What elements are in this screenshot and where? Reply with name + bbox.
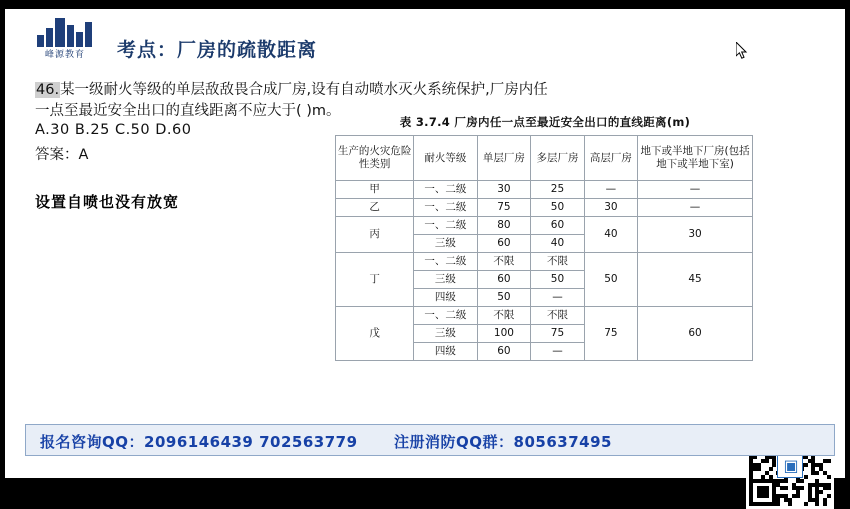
- table-row: [336, 253, 753, 271]
- brand-logo: [27, 15, 101, 61]
- row-grade: 四级: [414, 289, 477, 307]
- row-high: 40: [584, 217, 637, 253]
- contact-qq-right: 注册消防QQ群：805637495: [394, 433, 612, 451]
- row-multi: 75: [531, 325, 584, 343]
- reference-table-block: [335, 114, 755, 361]
- row-multi: 不限: [531, 253, 584, 271]
- row-underground: —: [638, 199, 753, 217]
- contact-qq-left: 报名咨询QQ：2096146439 702563779: [40, 433, 358, 451]
- table-caption: 表 3.7.4 厂房内任一点至最近安全出口的直线距离(m): [399, 115, 691, 129]
- row-single: 30: [477, 181, 531, 199]
- row-grade: 一、二级: [414, 217, 477, 235]
- row-underground: 60: [638, 307, 753, 361]
- row-category: 丁: [336, 253, 414, 307]
- row-multi: 25: [531, 181, 584, 199]
- row-grade: 三级: [414, 235, 477, 253]
- logo-text: 峰源教育: [44, 50, 85, 60]
- row-single: 100: [477, 325, 531, 343]
- page-title: 考点：厂房的疏散距离: [117, 39, 318, 61]
- row-single: 不限: [477, 307, 531, 325]
- row-multi: 不限: [531, 307, 584, 325]
- table-row: [336, 181, 753, 199]
- row-single: 75: [477, 199, 531, 217]
- table-row: [336, 217, 753, 235]
- qr-center-glyph: ▣: [783, 456, 799, 475]
- row-single: 60: [477, 271, 531, 289]
- row-category: 乙: [336, 199, 414, 217]
- top-letterbox-bar: [0, 0, 850, 9]
- row-underground: 45: [638, 253, 753, 307]
- row-multi: 50: [531, 199, 584, 217]
- row-high: —: [584, 181, 637, 199]
- row-grade: 一、二级: [414, 199, 477, 217]
- table-header-row: [336, 136, 753, 181]
- slide-content: [5, 66, 845, 478]
- question-options: A.30 B.25 C.50 D.60: [35, 122, 192, 138]
- table-header-cell: 高层厂房: [584, 136, 637, 181]
- table-header-cell: 多层厂房: [531, 136, 584, 181]
- slide-header: [5, 9, 845, 66]
- row-single: 不限: [477, 253, 531, 271]
- table-header-cell: 单层厂房: [477, 136, 531, 181]
- row-multi: —: [531, 289, 584, 307]
- row-grade: 一、二级: [414, 253, 477, 271]
- row-underground: —: [638, 181, 753, 199]
- row-high: 50: [584, 253, 637, 307]
- row-grade: 三级: [414, 271, 477, 289]
- row-grade: 一、二级: [414, 307, 477, 325]
- row-multi: —: [531, 343, 584, 361]
- table-header-cell: 地下或半地下厂房(包括地下或半地下室): [638, 136, 753, 181]
- row-multi: 60: [531, 217, 584, 235]
- question-number: 46.: [36, 82, 60, 98]
- row-single: 60: [477, 235, 531, 253]
- row-single: 50: [477, 289, 531, 307]
- table-row: [336, 307, 753, 325]
- logo-bars-icon: [37, 17, 93, 47]
- row-underground: 30: [638, 217, 753, 253]
- question-stem-text: 某一级耐火等级的单层敌敌畏合成厂房,设有自动喷水灭火系统保护,厂房内任一点至最近安全出口的直线距离不应大于( )m。: [35, 82, 548, 119]
- mouse-cursor-icon: [736, 42, 748, 60]
- row-grade: 四级: [414, 343, 477, 361]
- escape-distance-table: [335, 135, 753, 361]
- row-multi: 40: [531, 235, 584, 253]
- row-category: 戊: [336, 307, 414, 361]
- contact-banner: [25, 424, 835, 456]
- instructor-note: 设置自喷也没有放宽: [35, 193, 180, 211]
- question-answer: 答案：A: [35, 147, 89, 163]
- row-grade: 三级: [414, 325, 477, 343]
- table-header-cell: 耐火等级: [414, 136, 477, 181]
- row-multi: 50: [531, 271, 584, 289]
- row-single: 60: [477, 343, 531, 361]
- table-row: [336, 199, 753, 217]
- bottom-letterbox-bar: [0, 478, 850, 492]
- table-header-cell: 生产的火灾危险性类别: [336, 136, 414, 181]
- row-category: 丙: [336, 217, 414, 253]
- row-category: 甲: [336, 181, 414, 199]
- right-letterbox-bar: [845, 0, 850, 492]
- row-grade: 一、二级: [414, 181, 477, 199]
- row-high: 75: [584, 307, 637, 361]
- row-high: 30: [584, 199, 637, 217]
- row-single: 80: [477, 217, 531, 235]
